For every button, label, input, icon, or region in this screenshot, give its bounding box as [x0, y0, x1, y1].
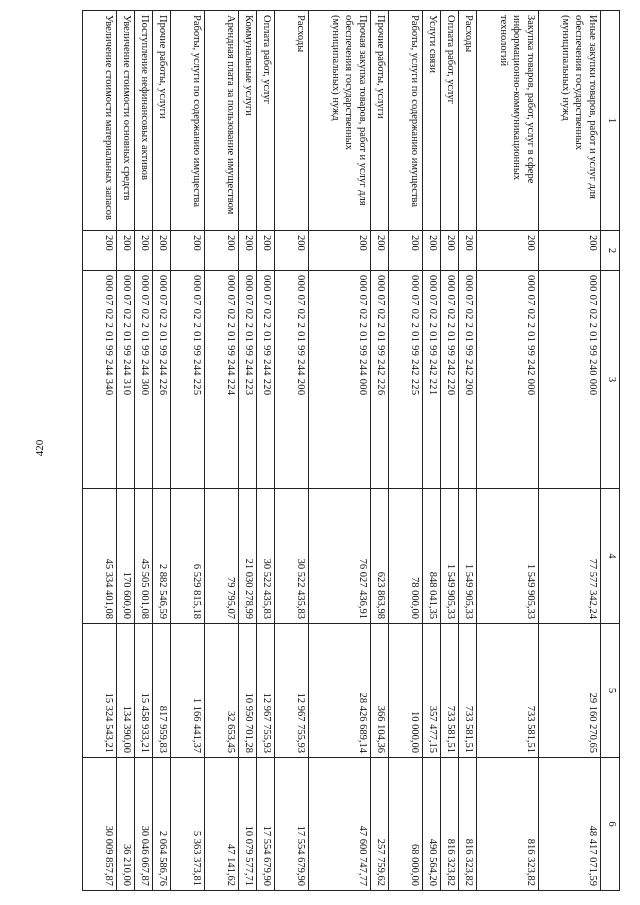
row-value-col-6: 30 046 067,87 — [135, 758, 153, 891]
row-col-2: 200 — [205, 231, 239, 271]
table-row — [371, 11, 389, 891]
page-number: 420 — [34, 439, 46, 457]
row-col-2: 200 — [153, 231, 171, 271]
row-description: Прочие работы, услуги — [371, 11, 389, 231]
row-description: Закупка товаров, работ, услуг в сфере информационно-коммуникационных технологий — [477, 11, 539, 231]
row-value-col-4: 30 522 435,83 — [275, 489, 309, 624]
row-description: Работы, услуги по содержанию имущества — [171, 11, 205, 231]
row-value-col-6: 816 323,82 — [459, 758, 477, 891]
row-description: Услуги связи — [423, 11, 441, 231]
row-col-2: 200 — [117, 231, 135, 271]
row-col-2: 200 — [371, 231, 389, 271]
row-value-col-5: 1 166 441,37 — [171, 624, 205, 758]
header-col-4: 4 — [601, 489, 620, 624]
row-code: 000 07 02 2 01 99 244 200 — [275, 271, 309, 489]
table-row — [239, 11, 257, 891]
row-value-col-5: 12 967 755,93 — [275, 624, 309, 758]
row-code: 000 07 02 2 01 99 242 221 — [423, 271, 441, 489]
header-col-6: 6 — [601, 758, 620, 891]
row-code: 000 07 02 2 01 99 242 220 — [441, 271, 459, 489]
rotated-table-container — [80, 10, 620, 890]
row-description: Расходы — [459, 11, 477, 231]
table-row — [205, 11, 239, 891]
row-code: 000 07 02 2 01 99 244 310 — [117, 271, 135, 489]
row-value-col-4: 45 505 001,08 — [135, 489, 153, 624]
table-row — [275, 11, 309, 891]
row-value-col-5: 366 104,36 — [371, 624, 389, 758]
row-value-col-4: 170 600,00 — [117, 489, 135, 624]
table-row — [117, 11, 135, 891]
row-col-2: 200 — [441, 231, 459, 271]
row-value-col-5: 10 950 701,28 — [239, 624, 257, 758]
row-value-col-5: 733 581,51 — [477, 624, 539, 758]
row-value-col-5: 817 959,83 — [153, 624, 171, 758]
row-description: Увеличение стоимости материальных запасов — [83, 11, 117, 231]
row-value-col-4: 1 549 905,33 — [441, 489, 459, 624]
row-value-col-4: 623 863,98 — [371, 489, 389, 624]
row-value-col-4: 2 882 546,59 — [153, 489, 171, 624]
row-value-col-6: 490 564,20 — [423, 758, 441, 891]
row-value-col-4: 76 027 436,91 — [309, 489, 371, 624]
row-code: 000 07 02 2 01 99 244 224 — [205, 271, 239, 489]
row-value-col-6: 48 417 071,59 — [539, 758, 601, 891]
row-code: 000 07 02 2 01 99 244 220 — [257, 271, 275, 489]
row-col-2: 200 — [459, 231, 477, 271]
row-code: 000 07 02 2 01 99 244 340 — [83, 271, 117, 489]
header-col-3: 3 — [601, 271, 620, 489]
table-row — [477, 11, 539, 891]
row-value-col-5: 733 581,51 — [441, 624, 459, 758]
header-row — [601, 11, 620, 891]
row-value-col-4: 78 000,00 — [389, 489, 423, 624]
row-code: 000 07 02 2 01 99 244 225 — [171, 271, 205, 489]
row-value-col-6: 30 009 857,87 — [83, 758, 117, 891]
row-value-col-6: 17 554 679,90 — [275, 758, 309, 891]
row-value-col-5: 10 000,00 — [389, 624, 423, 758]
row-code: 000 07 02 2 01 99 244 226 — [153, 271, 171, 489]
row-value-col-6: 5 363 373,81 — [171, 758, 205, 891]
row-value-col-4: 848 041,35 — [423, 489, 441, 624]
row-value-col-6: 47 600 747,77 — [309, 758, 371, 891]
table-row — [153, 11, 171, 891]
row-description: Прочие работы, услуги — [153, 11, 171, 231]
row-code: 000 07 02 2 01 99 244 300 — [135, 271, 153, 489]
row-code: 000 07 02 2 01 99 244 223 — [239, 271, 257, 489]
row-value-col-5: 15 324 543,21 — [83, 624, 117, 758]
row-value-col-6: 10 079 577,71 — [239, 758, 257, 891]
row-value-col-4: 30 522 435,83 — [257, 489, 275, 624]
row-col-2: 200 — [239, 231, 257, 271]
row-value-col-4: 1 549 905,33 — [459, 489, 477, 624]
table-row — [171, 11, 205, 891]
row-description: Поступление нефинансовых активов — [135, 11, 153, 231]
row-code: 000 07 02 2 01 99 244 000 — [309, 271, 371, 489]
row-col-2: 200 — [171, 231, 205, 271]
row-description: Оплата работ, услуг — [257, 11, 275, 231]
budget-table — [82, 10, 620, 891]
row-col-2: 200 — [83, 231, 117, 271]
row-value-col-6: 68 000,00 — [389, 758, 423, 891]
row-value-col-6: 816 323,82 — [441, 758, 459, 891]
row-value-col-6: 17 554 679,90 — [257, 758, 275, 891]
table-row — [423, 11, 441, 891]
row-col-2: 200 — [539, 231, 601, 271]
row-value-col-6: 257 759,62 — [371, 758, 389, 891]
row-col-2: 200 — [275, 231, 309, 271]
row-description: Иные закупки товаров, работ и услуг для обеспечения государственных (муниципальных) нужд — [539, 11, 601, 231]
table-row — [441, 11, 459, 891]
row-value-col-4: 45 334 401,08 — [83, 489, 117, 624]
table-row — [83, 11, 117, 891]
row-value-col-4: 6 529 815,18 — [171, 489, 205, 624]
row-code: 000 07 02 2 01 99 240 000 — [539, 271, 601, 489]
row-col-2: 200 — [389, 231, 423, 271]
row-description: Оплата работ, услуг — [441, 11, 459, 231]
row-col-2: 200 — [135, 231, 153, 271]
header-col-5: 5 — [601, 624, 620, 758]
row-value-col-5: 29 160 270,65 — [539, 624, 601, 758]
table-row — [257, 11, 275, 891]
row-value-col-5: 32 653,45 — [205, 624, 239, 758]
table-row — [309, 11, 371, 891]
row-code: 000 07 02 2 01 99 242 225 — [389, 271, 423, 489]
row-description: Прочая закупка товаров, работ и услуг для обеспечения государственных (муниципальных) нужд — [309, 11, 371, 231]
row-value-col-6: 47 141,62 — [205, 758, 239, 891]
row-value-col-6: 2 064 586,76 — [153, 758, 171, 891]
row-code: 000 07 02 2 01 99 242 200 — [459, 271, 477, 489]
row-value-col-5: 134 390,00 — [117, 624, 135, 758]
row-value-col-6: 36 210,00 — [117, 758, 135, 891]
table-row — [539, 11, 601, 891]
row-value-col-5: 12 967 755,93 — [257, 624, 275, 758]
table-row — [459, 11, 477, 891]
table-row — [135, 11, 153, 891]
row-col-2: 200 — [257, 231, 275, 271]
row-col-2: 200 — [309, 231, 371, 271]
row-value-col-4: 21 030 278,99 — [239, 489, 257, 624]
header-col-1: 1 — [601, 11, 620, 231]
row-value-col-5: 733 581,51 — [459, 624, 477, 758]
row-col-2: 200 — [423, 231, 441, 271]
row-description: Увеличение стоимости основных средств — [117, 11, 135, 231]
row-value-col-5: 15 458 933,21 — [135, 624, 153, 758]
header-col-2: 2 — [601, 231, 620, 271]
row-code: 000 07 02 2 01 99 242 226 — [371, 271, 389, 489]
row-description: Коммунальные услуги — [239, 11, 257, 231]
row-description: Арендная плата за пользование имуществом — [205, 11, 239, 231]
row-value-col-4: 77 577 342,24 — [539, 489, 601, 624]
table-row — [389, 11, 423, 891]
row-value-col-5: 28 426 689,14 — [309, 624, 371, 758]
row-value-col-6: 816 323,82 — [477, 758, 539, 891]
row-value-col-4: 79 795,07 — [205, 489, 239, 624]
row-value-col-5: 357 477,15 — [423, 624, 441, 758]
row-value-col-4: 1 549 905,33 — [477, 489, 539, 624]
row-col-2: 200 — [477, 231, 539, 271]
row-description: Работы, услуги по содержанию имущества — [389, 11, 423, 231]
row-code: 000 07 02 2 01 99 242 000 — [477, 271, 539, 489]
row-description: Расходы — [275, 11, 309, 231]
